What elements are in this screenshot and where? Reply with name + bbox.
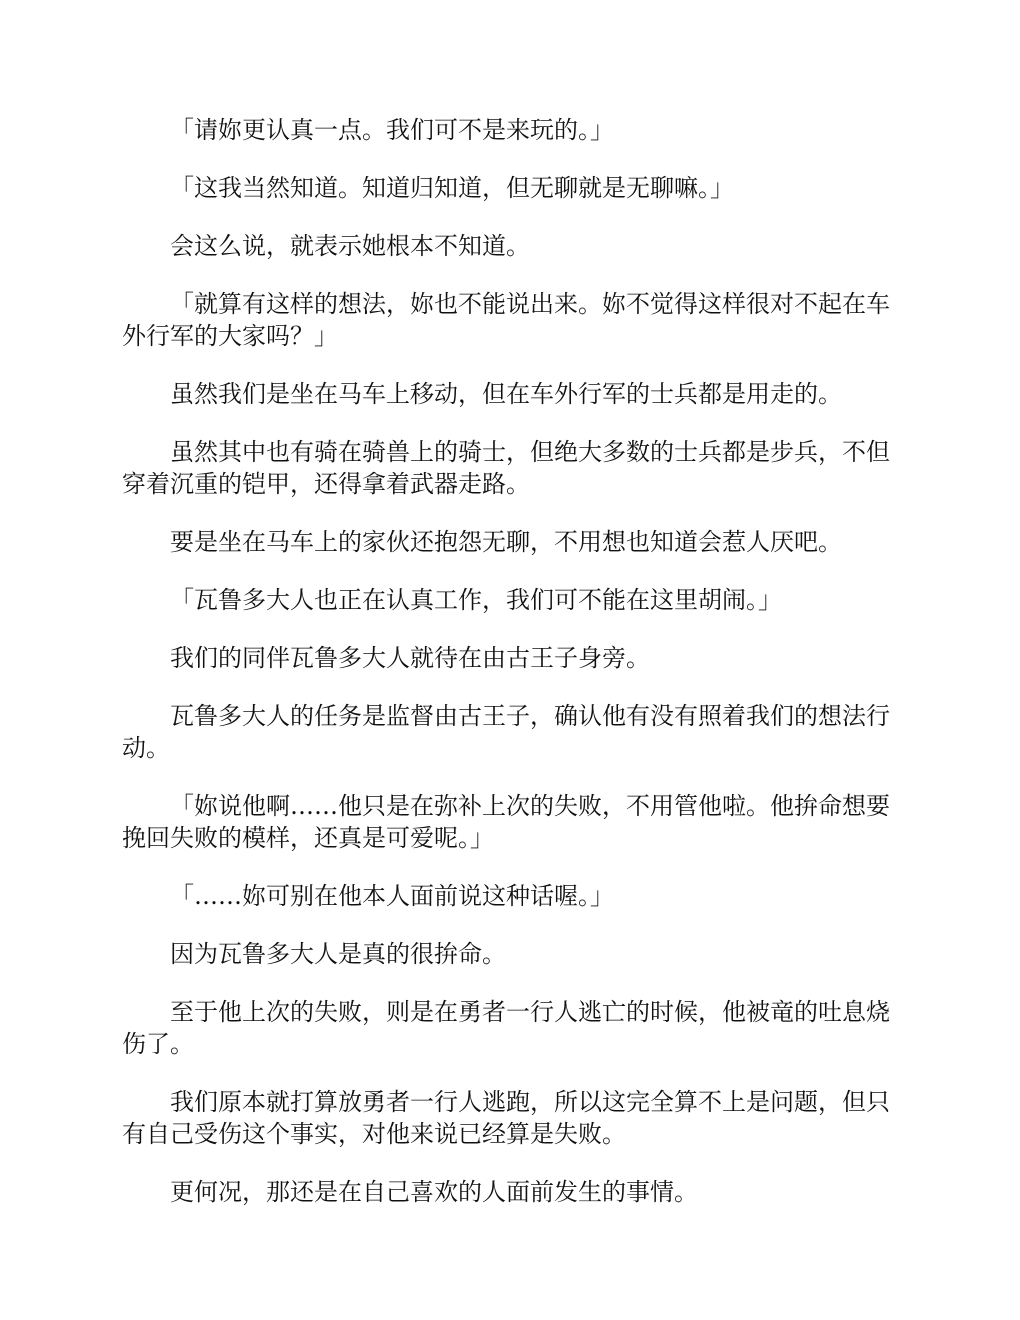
- paragraph: 虽然其中也有骑在骑兽上的骑士，但绝大多数的士兵都是步兵，不但穿着沉重的铠甲，还得拿着武器走路。: [122, 438, 890, 498]
- paragraph: 要是坐在马车上的家伙还抱怨无聊，不用想也知道会惹人厌吧。: [170, 528, 842, 556]
- paragraph: 「请妳更认真一点。我们可不是来玩的。」: [170, 116, 614, 144]
- paragraph: 虽然我们是坐在马车上移动，但在车外行军的士兵都是用走的。: [170, 380, 842, 408]
- paragraph: 至于他上次的失败，则是在勇者一行人逃亡的时候，他被竜的吐息烧伤了。: [122, 998, 890, 1058]
- paragraph: 因为瓦鲁多大人是真的很拚命。: [170, 940, 506, 968]
- paragraph: 会这么说，就表示她根本不知道。: [170, 232, 530, 260]
- paragraph: 瓦鲁多大人的任务是监督由古王子，确认他有没有照着我们的想法行动。: [122, 702, 890, 762]
- paragraph: 更何况，那还是在自己喜欢的人面前发生的事情。: [170, 1178, 698, 1206]
- paragraph: 「瓦鲁多大人也正在认真工作，我们可不能在这里胡闹。」: [170, 586, 782, 614]
- paragraph: 我们原本就打算放勇者一行人逃跑，所以这完全算不上是问题，但只有自己受伤这个事实，对他来说已经算是失败。: [122, 1088, 890, 1148]
- paragraph: 「妳说他啊……他只是在弥补上次的失败，不用管他啦。他拚命想要挽回失败的模样，还真是可爱呢。」: [122, 792, 890, 852]
- paragraph: 「就算有这样的想法，妳也不能说出来。妳不觉得这样很对不起在车外行军的大家吗？」: [122, 290, 890, 350]
- paragraph: 「这我当然知道。知道归知道，但无聊就是无聊嘛。」: [170, 174, 734, 202]
- paragraph: 我们的同伴瓦鲁多大人就待在由古王子身旁。: [170, 644, 650, 672]
- document-body: [122, 114, 898, 1234]
- paragraph: 「……妳可别在他本人面前说这种话喔。」: [170, 882, 614, 910]
